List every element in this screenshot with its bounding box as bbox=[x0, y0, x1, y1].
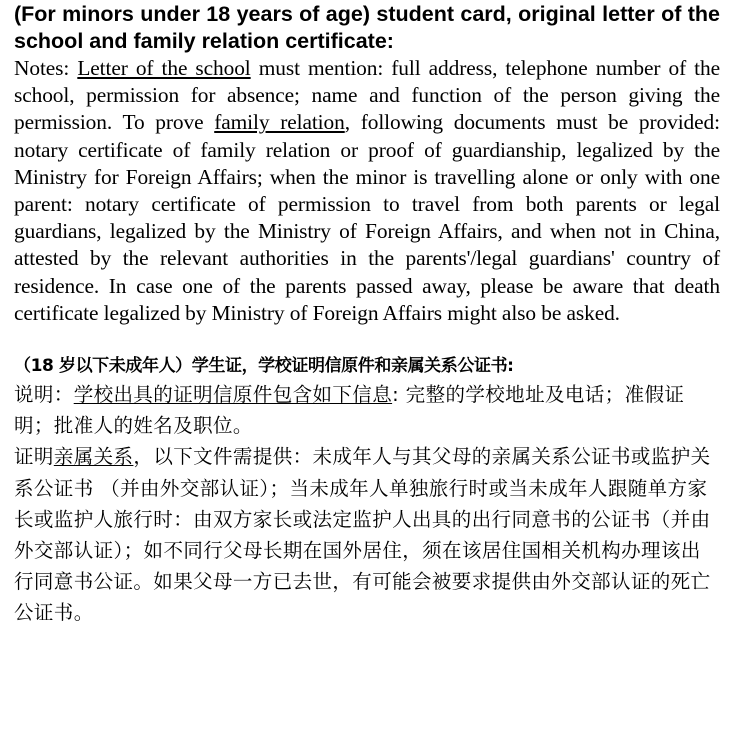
notes-rest: , following documents must be provided: notary certificate of family relation or proof of guardianship, legalized by the Ministry for Foreign Affairs; when the minor is travelling alone or only with one parent: notary certificate of permission to travel from both parents or legal guardians, legalized by the Ministry of Foreign Affairs, and when not in China, attested by the relevant authorities in the parents'/legal guardians' country of residence. In case one of the parents passed away, please be aware that death certificate legalized by Ministry of Foreign Affairs might also be asked. bbox=[14, 110, 720, 325]
english-heading: (For minors under 18 years of age) student card, original letter of the school and family relation certificate: bbox=[14, 2, 720, 53]
notes-mid: must mention: full address, telephone number of the school, permission for absence; name and function of the person giving the permission. To prove bbox=[14, 56, 721, 135]
family-relation-link: family relation bbox=[214, 110, 345, 135]
document-page bbox=[14, 0, 720, 629]
zh-family-link: 亲属关系 bbox=[53, 445, 134, 469]
english-notes bbox=[14, 55, 720, 327]
chinese-heading: （18 岁以下未成年人）学生证，学校证明信原件和亲属关系公证书: bbox=[14, 356, 514, 377]
zh-p1-rest: : 完整的学校地址及电话；准假证明；批准人的姓名及职位。 bbox=[14, 383, 685, 438]
chinese-paragraph-2 bbox=[14, 441, 720, 628]
notes-prefix: Notes: bbox=[14, 56, 78, 80]
chinese-paragraph-1 bbox=[14, 379, 720, 441]
zh-letter-link: 学校出具的证明信原件包含如下信息 bbox=[73, 383, 393, 407]
zh-p2-rest: ，以下文件需提供：未成年人与其父母的亲属关系公证书或监护关系公证书 （并由外交部认证）；当未成年人单独旅行时或当未成年人跟随单方家长或监护人旅行时：由双方家长或法定监护人出具的出行同意书的公证书（并由外交部认证）；如不同行父母长期在国外居住，须在该居住国相关机构办理该出行同意书公证。如果父母一方已去世，有可能会被要求提供由外交部认证的死亡公证书。 bbox=[14, 445, 711, 625]
zh-p2-prefix: 证明 bbox=[14, 445, 54, 469]
letter-of-school-link: Letter of the school bbox=[77, 56, 251, 80]
zh-p1-prefix: 说明： bbox=[14, 383, 74, 407]
